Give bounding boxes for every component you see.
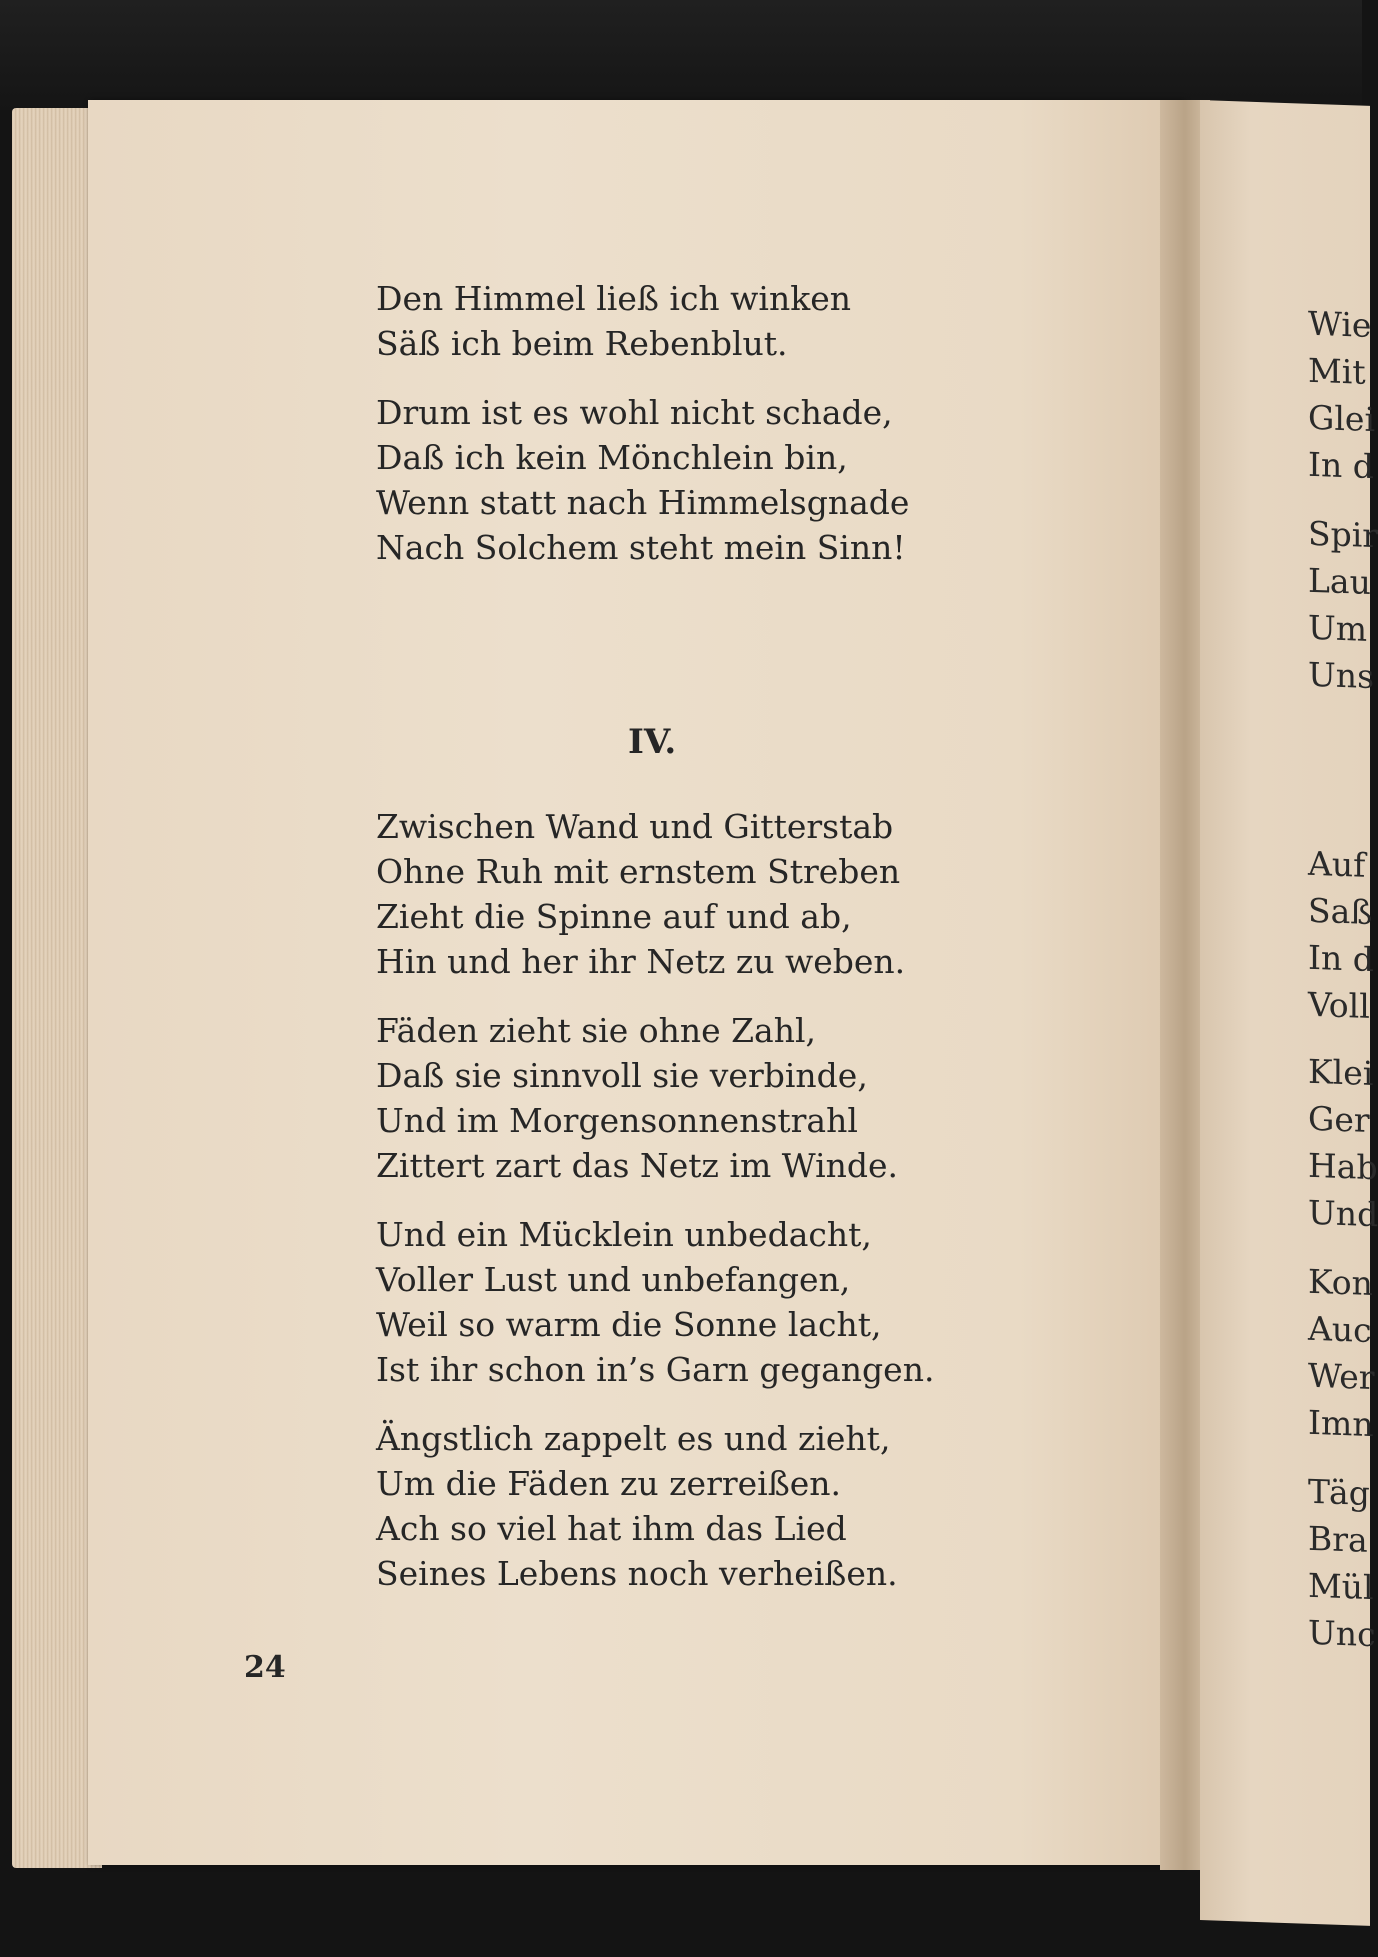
- poem-line: Fäden zieht sie ohne Zahl,: [376, 1011, 817, 1050]
- right-fragment: Spir: [1308, 513, 1378, 556]
- poem-line: Ohne Ruh mit ernstem Streben: [376, 852, 901, 891]
- poem-line: Nach Solchem steht mein Sinn!: [376, 528, 906, 567]
- right-fragment: Mit: [1308, 350, 1366, 392]
- right-fragment: Wie: [1308, 303, 1372, 345]
- right-fragment: Auc: [1308, 1308, 1372, 1350]
- right-fragment: Auf: [1308, 843, 1366, 885]
- right-fragment: Um: [1308, 607, 1368, 649]
- stanza: [376, 1416, 996, 1596]
- right-fragment: Klei: [1308, 1051, 1374, 1094]
- poem-line: Zieht die Spinne auf und ab,: [376, 897, 852, 936]
- right-fragment: Glei: [1308, 397, 1375, 440]
- poem-line: Daß ich kein Mönchlein bin,: [376, 438, 848, 477]
- right-fragment: Und: [1308, 1192, 1378, 1235]
- right-fragment: Imn: [1308, 1402, 1374, 1445]
- poem-line: Ach so viel hat ihm das Lied: [376, 1509, 847, 1548]
- poem-line: Zwischen Wand und Gitterstab: [376, 807, 894, 846]
- right-fragment: Mül: [1308, 1565, 1374, 1608]
- poem-line: Und im Morgensonnenstrahl: [376, 1101, 858, 1140]
- stanza: [376, 276, 996, 366]
- right-fragment: Hab: [1308, 1145, 1378, 1188]
- right-fragment: In d: [1308, 444, 1374, 487]
- right-fragment: Uns: [1308, 654, 1374, 697]
- stanza: [376, 390, 996, 570]
- poem-line: Ängstlich zappelt es und zieht,: [376, 1419, 891, 1458]
- top-stanzas: [376, 276, 996, 594]
- poem-line: Daß sie sinnvoll sie verbinde,: [376, 1056, 868, 1095]
- right-fragment: Wer: [1308, 1355, 1375, 1398]
- poem-line: Zittert zart das Netz im Winde.: [376, 1146, 899, 1185]
- poem-line: Seines Lebens noch verheißen.: [376, 1554, 898, 1593]
- page-number: 24: [244, 1650, 286, 1685]
- poem-line: Und ein Mücklein unbedacht,: [376, 1215, 872, 1254]
- stanza: [376, 1008, 996, 1188]
- right-fragment: In d: [1308, 937, 1374, 980]
- poem-line: Den Himmel ließ ich winken: [376, 279, 852, 318]
- right-fragment: Täg: [1308, 1471, 1370, 1513]
- poem-line: Wenn statt nach Himmelsgnade: [376, 483, 910, 522]
- right-fragment: Ger: [1308, 1098, 1370, 1140]
- background: [0, 0, 1362, 110]
- right-fragment: Lau: [1308, 560, 1371, 602]
- poem-line: Um die Fäden zu zerreißen.: [376, 1464, 842, 1503]
- right-fragment: Voll: [1308, 984, 1370, 1026]
- right-fragment: Saß: [1308, 890, 1373, 933]
- poem-line: Weil so warm die Sonne lacht,: [376, 1305, 882, 1344]
- poem-line: Ist ihr schon in’s Garn gegangen.: [376, 1350, 935, 1389]
- poem-line: Voller Lust und unbefangen,: [376, 1260, 851, 1299]
- poem-line: Drum ist es wohl nicht schade,: [376, 393, 893, 432]
- poem-line: Hin und her ihr Netz zu weben.: [376, 942, 906, 981]
- right-fragment: Bra: [1308, 1518, 1368, 1560]
- right-fragment: Unc: [1308, 1612, 1376, 1655]
- right-page: [1200, 100, 1378, 1926]
- stanza: [376, 1212, 996, 1392]
- poem-line: Säß ich beim Rebenblut.: [376, 324, 788, 363]
- right-fragment: Kon: [1308, 1261, 1373, 1304]
- poem-iv: [376, 804, 996, 1620]
- stanza: [376, 804, 996, 984]
- section-numeral: IV.: [628, 722, 677, 762]
